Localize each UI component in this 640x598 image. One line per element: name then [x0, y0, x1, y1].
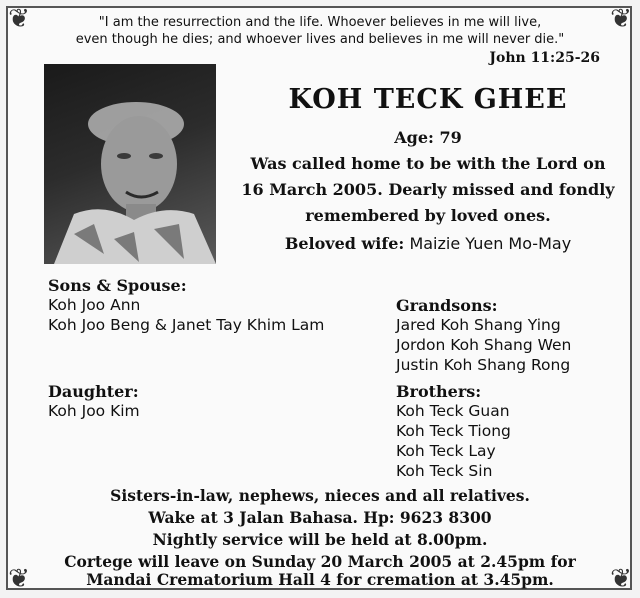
son-item: Koh Joo Ann: [48, 296, 141, 314]
floral-ornament-icon: ❦: [610, 4, 632, 34]
deceased-name: KOH TECK GHEE: [288, 84, 568, 115]
daughter-heading: Daughter:: [48, 382, 139, 401]
floral-ornament-icon: ❦: [8, 564, 30, 594]
brother-item: Koh Teck Lay: [396, 442, 496, 460]
deceased-age: Age: 79: [394, 128, 462, 147]
brother-item: Koh Teck Tiong: [396, 422, 511, 440]
portrait-photo: [44, 64, 216, 264]
passing-line-1: Was called home to be with the Lord on: [250, 154, 606, 173]
passing-line-3: remembered by loved ones.: [305, 206, 551, 225]
verse-line-1: "I am the resurrection and the life. Whoever believes in me will live,: [98, 15, 542, 30]
floral-ornament-icon: ❦: [8, 4, 30, 34]
floral-ornament-icon: ❦: [610, 564, 632, 594]
verse-reference: John 11:25-26: [489, 50, 600, 66]
grandson-item: Justin Koh Shang Rong: [396, 356, 571, 374]
relatives-line: Sisters-in-law, nephews, nieces and all relatives.: [110, 486, 530, 505]
service-line: Nightly service will be held at 8.00pm.: [152, 530, 488, 549]
grandson-item: Jared Koh Shang Ying: [396, 316, 561, 334]
grandson-item: Jordon Koh Shang Wen: [396, 336, 572, 354]
wake-line: Wake at 3 Jalan Bahasa. Hp: 9623 8300: [148, 508, 492, 527]
beloved-wife: [228, 234, 628, 253]
brother-item: Koh Teck Guan: [396, 402, 510, 420]
passing-line-2: 16 March 2005. Dearly missed and fondly: [241, 180, 615, 199]
brother-item: Koh Teck Sin: [396, 462, 493, 480]
bible-verse: [40, 14, 600, 48]
daughter-item: Koh Joo Kim: [48, 402, 140, 420]
son-item: Koh Joo Beng & Janet Tay Khim Lam: [48, 316, 325, 334]
wife-label: Beloved wife:: [284, 234, 405, 253]
wife-name: Maizie Yuen Mo-May: [409, 234, 572, 253]
verse-line-2: even though he dies; and whoever lives and believes in me will never die.": [75, 32, 565, 47]
cortege-line-1: Cortege will leave on Sunday 20 March 2005 at 2.45pm for: [64, 552, 576, 571]
portrait-illustration: [44, 64, 216, 264]
brothers-heading: Brothers:: [396, 382, 482, 401]
sons-heading: Sons & Spouse:: [48, 276, 187, 295]
grandsons-heading: Grandsons:: [396, 296, 498, 315]
cortege-line-2: Mandai Crematorium Hall 4 for cremation at 3.45pm.: [86, 570, 554, 589]
